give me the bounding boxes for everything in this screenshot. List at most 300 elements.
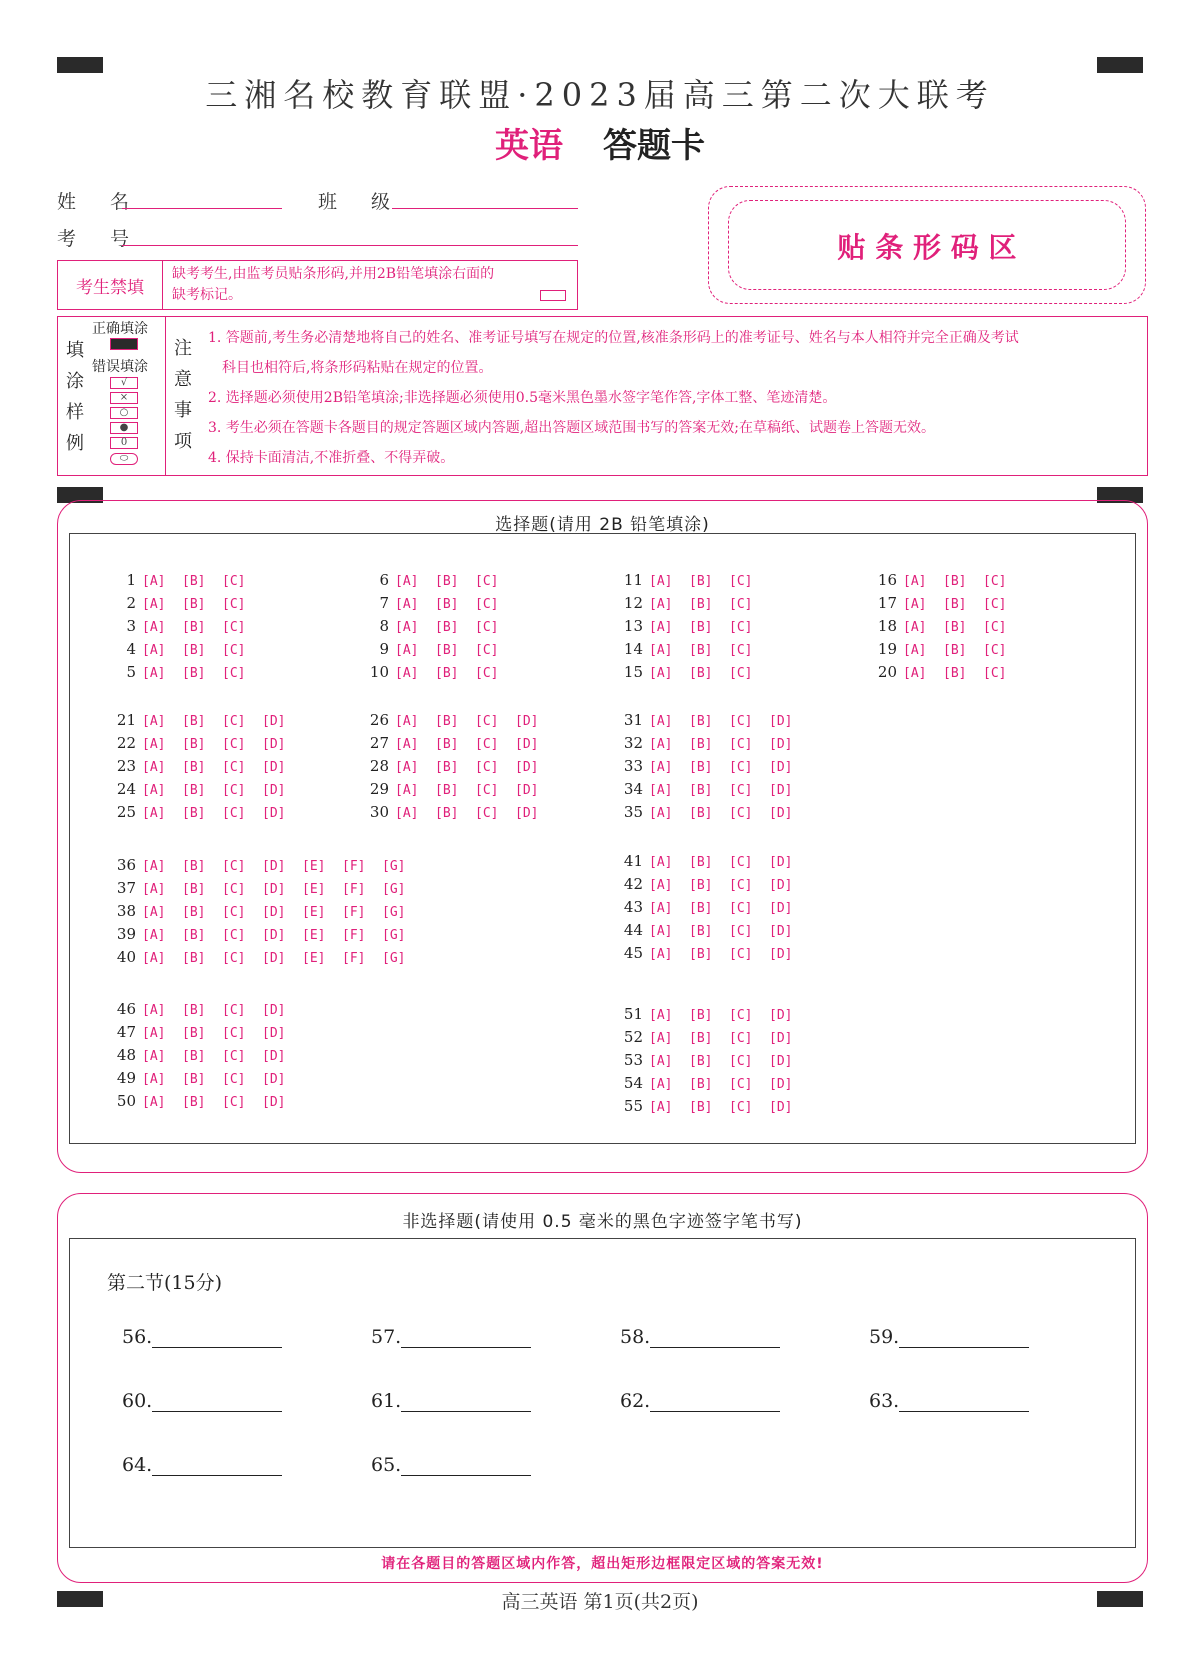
answer-bubble[interactable]: [B] <box>943 597 967 612</box>
answer-bubble[interactable]: [D] <box>769 1100 793 1115</box>
answer-bubble[interactable]: [A] <box>649 1100 673 1115</box>
answer-bubble[interactable]: [A] <box>142 783 166 798</box>
answer-bubble[interactable]: [B] <box>182 620 206 635</box>
answer-bubble[interactable]: [A] <box>649 806 673 821</box>
answer-bubble[interactable]: [B] <box>689 806 713 821</box>
answer-bubble[interactable]: [A] <box>395 737 419 752</box>
answer-bubble[interactable]: [D] <box>769 737 793 752</box>
name-field[interactable] <box>122 208 282 209</box>
answer-bubble[interactable]: [A] <box>395 620 419 635</box>
answer-bubble[interactable]: [D] <box>769 1008 793 1023</box>
answer-bubble[interactable]: [B] <box>689 878 713 893</box>
answer-bubble[interactable]: [A] <box>142 1095 166 1110</box>
answer-bubble[interactable]: [B] <box>689 714 713 729</box>
answer-bubble[interactable]: [C] <box>983 620 1007 635</box>
answer-bubble[interactable]: [D] <box>515 714 539 729</box>
non-choice-section <box>57 1193 1148 1583</box>
answer-bubble[interactable]: [C] <box>729 947 753 962</box>
answer-bubble[interactable]: [A] <box>142 597 166 612</box>
blank-line[interactable] <box>650 1394 780 1412</box>
answer-bubble[interactable]: [C] <box>729 666 753 681</box>
absent-mark-checkbox[interactable] <box>540 290 566 301</box>
blank-line[interactable] <box>401 1330 531 1348</box>
answer-blank[interactable] <box>371 1454 531 1476</box>
answer-bubble[interactable]: [C] <box>983 597 1007 612</box>
answer-bubble[interactable]: [A] <box>395 714 419 729</box>
blank-line[interactable] <box>899 1394 1029 1412</box>
question-row <box>617 780 809 802</box>
question-row <box>110 640 262 662</box>
answer-bubble[interactable]: [A] <box>649 737 673 752</box>
answer-bubble[interactable]: [B] <box>435 620 459 635</box>
answer-bubble[interactable]: [B] <box>689 737 713 752</box>
answer-bubble[interactable]: [B] <box>182 1026 206 1041</box>
answer-bubble[interactable]: [C] <box>222 928 246 943</box>
question-number: 44 <box>623 921 643 939</box>
question-row <box>617 594 769 616</box>
notice-item: 1. 答题前,考生务必清楚地将自己的姓名、准考证号填写在规定的位置,核准条形码上的准考证号、姓名与本人相符并完全正确及考试 <box>208 330 1019 346</box>
blank-line[interactable] <box>401 1394 531 1412</box>
answer-bubble[interactable]: [D] <box>262 905 286 920</box>
answer-bubble[interactable]: [D] <box>515 806 539 821</box>
notice-char: 事 <box>174 400 192 421</box>
answer-bubble[interactable]: [B] <box>689 901 713 916</box>
answer-bubble[interactable]: [G] <box>382 859 406 874</box>
answer-bubble[interactable]: [F] <box>342 928 366 943</box>
wrong-fill-check-icon: √ <box>110 377 138 389</box>
question-row <box>110 757 302 779</box>
answer-bubble[interactable]: [C] <box>729 878 753 893</box>
answer-blank[interactable] <box>620 1390 780 1412</box>
answer-bubble[interactable]: [B] <box>435 714 459 729</box>
answer-bubble[interactable]: [D] <box>515 783 539 798</box>
answer-bubble[interactable]: [B] <box>689 783 713 798</box>
answer-bubble[interactable]: [C] <box>729 783 753 798</box>
answer-bubble[interactable]: [D] <box>515 760 539 775</box>
answer-bubble[interactable]: [C] <box>222 597 246 612</box>
answer-bubble[interactable]: [E] <box>302 928 326 943</box>
answer-bubble[interactable]: [B] <box>435 643 459 658</box>
answer-bubble[interactable]: [D] <box>262 882 286 897</box>
answer-bubble[interactable]: [A] <box>142 1049 166 1064</box>
answer-bubble[interactable]: [C] <box>729 1100 753 1115</box>
question-number: 49 <box>116 1069 136 1087</box>
blank-number: 59. <box>869 1326 900 1348</box>
answer-bubble[interactable]: [A] <box>142 928 166 943</box>
answer-bubble[interactable]: [B] <box>689 924 713 939</box>
question-number: 7 <box>379 594 389 612</box>
answer-bubble[interactable]: [D] <box>262 859 286 874</box>
answer-blank[interactable] <box>869 1326 1029 1348</box>
answer-blank[interactable] <box>371 1390 531 1412</box>
answer-bubble[interactable]: [B] <box>182 643 206 658</box>
answer-bubble[interactable]: [B] <box>435 574 459 589</box>
answer-bubble[interactable]: [B] <box>943 574 967 589</box>
answer-bubble[interactable]: [A] <box>649 783 673 798</box>
answer-bubble[interactable]: [C] <box>729 1008 753 1023</box>
answer-bubble[interactable]: [D] <box>262 951 286 966</box>
answer-bubble[interactable]: [C] <box>983 574 1007 589</box>
answer-bubble[interactable]: [A] <box>142 620 166 635</box>
question-number: 28 <box>369 757 389 775</box>
answer-bubble[interactable]: [B] <box>182 1049 206 1064</box>
answer-bubble[interactable]: [B] <box>182 760 206 775</box>
answer-bubble[interactable]: [C] <box>729 924 753 939</box>
answer-bubble[interactable]: [B] <box>435 737 459 752</box>
answer-bubble[interactable]: [A] <box>649 714 673 729</box>
answer-bubble[interactable]: [B] <box>689 620 713 635</box>
answer-bubble[interactable]: [B] <box>689 1100 713 1115</box>
answer-bubble[interactable]: [B] <box>689 574 713 589</box>
answer-bubble[interactable]: [B] <box>182 882 206 897</box>
answer-bubble[interactable]: [C] <box>729 597 753 612</box>
answer-bubble[interactable]: [D] <box>262 1095 286 1110</box>
answer-bubble[interactable]: [C] <box>729 714 753 729</box>
answer-bubble[interactable]: [D] <box>769 1054 793 1069</box>
answer-bubble[interactable]: [B] <box>435 597 459 612</box>
answer-bubble[interactable]: [B] <box>182 806 206 821</box>
answer-bubble[interactable]: [B] <box>435 783 459 798</box>
answer-bubble[interactable]: [B] <box>182 574 206 589</box>
answer-bubble[interactable]: [G] <box>382 951 406 966</box>
answer-bubble[interactable]: [C] <box>222 620 246 635</box>
answer-bubble[interactable]: [E] <box>302 859 326 874</box>
answer-bubble[interactable]: [B] <box>182 859 206 874</box>
answer-bubble[interactable]: [C] <box>222 1003 246 1018</box>
answer-bubble[interactable]: [F] <box>342 951 366 966</box>
answer-bubble[interactable]: [B] <box>435 760 459 775</box>
answer-bubble[interactable]: [B] <box>689 1008 713 1023</box>
name-label: 姓 名 <box>57 191 144 213</box>
answer-bubble[interactable]: [C] <box>222 1072 246 1087</box>
answer-bubble[interactable]: [D] <box>262 1003 286 1018</box>
blank-line[interactable] <box>650 1330 780 1348</box>
answer-bubble[interactable]: [C] <box>222 882 246 897</box>
answer-bubble[interactable]: [C] <box>222 859 246 874</box>
answer-bubble[interactable]: [C] <box>222 666 246 681</box>
answer-bubble[interactable]: [C] <box>729 1077 753 1092</box>
question-number: 34 <box>623 780 643 798</box>
answer-bubble[interactable]: [D] <box>769 714 793 729</box>
answer-bubble[interactable]: [C] <box>222 1026 246 1041</box>
answer-bubble[interactable]: [F] <box>342 859 366 874</box>
answer-bubble[interactable]: [B] <box>182 783 206 798</box>
answer-bubble[interactable]: [A] <box>142 760 166 775</box>
answer-bubble[interactable]: [A] <box>649 878 673 893</box>
answer-bubble[interactable]: [B] <box>689 947 713 962</box>
answer-bubble[interactable]: [A] <box>142 574 166 589</box>
answer-bubble[interactable]: [C] <box>475 714 499 729</box>
answer-bubble[interactable]: [C] <box>222 643 246 658</box>
answer-bubble[interactable]: [A] <box>142 666 166 681</box>
answer-bubble[interactable]: [C] <box>475 783 499 798</box>
answer-bubble[interactable]: [A] <box>649 1031 673 1046</box>
answer-bubble[interactable]: [C] <box>475 737 499 752</box>
answer-bubble[interactable]: [D] <box>769 1031 793 1046</box>
answer-bubble[interactable]: [C] <box>983 666 1007 681</box>
answer-bubble[interactable]: [A] <box>903 620 927 635</box>
blank-line[interactable] <box>401 1458 531 1476</box>
answer-bubble[interactable]: [C] <box>222 806 246 821</box>
question-row <box>617 1005 809 1027</box>
answer-blank[interactable] <box>122 1454 282 1476</box>
answer-bubble[interactable]: [B] <box>943 666 967 681</box>
answer-bubble[interactable]: [A] <box>395 597 419 612</box>
answer-bubble[interactable]: [C] <box>222 783 246 798</box>
question-row <box>110 856 422 878</box>
answer-bubble[interactable]: [A] <box>142 1072 166 1087</box>
answer-bubble[interactable]: [B] <box>182 597 206 612</box>
question-row <box>110 571 262 593</box>
answer-bubble[interactable]: [D] <box>769 924 793 939</box>
question-row <box>110 948 422 970</box>
question-number: 25 <box>116 803 136 821</box>
answer-bubble[interactable]: [G] <box>382 928 406 943</box>
answer-bubble[interactable]: [C] <box>729 1054 753 1069</box>
fill-sample-char: 例 <box>66 433 84 454</box>
answer-bubble[interactable]: [A] <box>903 643 927 658</box>
blank-line[interactable] <box>899 1330 1029 1348</box>
blank-line[interactable] <box>152 1394 282 1412</box>
answer-bubble[interactable]: [F] <box>342 905 366 920</box>
exam-title: 三湘名校教育联盟·2023届高三第二次大联考 <box>205 76 995 114</box>
absent-label: 考生禁填 <box>76 278 144 298</box>
answer-bubble[interactable]: [D] <box>769 901 793 916</box>
answer-bubble[interactable]: [A] <box>142 951 166 966</box>
answer-bubble[interactable]: [D] <box>515 737 539 752</box>
answer-bubble[interactable]: [B] <box>182 714 206 729</box>
answer-bubble[interactable]: [D] <box>262 1072 286 1087</box>
blank-line[interactable] <box>152 1330 282 1348</box>
answer-bubble[interactable]: [C] <box>475 643 499 658</box>
question-row <box>110 734 302 756</box>
answer-bubble[interactable]: [B] <box>689 855 713 870</box>
fill-sample-char: 填 <box>66 340 84 361</box>
blank-number: 57. <box>371 1326 402 1348</box>
answer-bubble[interactable]: [B] <box>182 928 206 943</box>
question-row <box>363 711 555 733</box>
class-field[interactable] <box>392 208 578 209</box>
answer-bubble[interactable]: [B] <box>689 666 713 681</box>
answer-bubble[interactable]: [B] <box>182 666 206 681</box>
answer-bubble[interactable]: [C] <box>729 574 753 589</box>
question-row <box>617 1097 809 1119</box>
answer-bubble[interactable]: [E] <box>302 951 326 966</box>
question-number: 24 <box>116 780 136 798</box>
answer-bubble[interactable]: [C] <box>729 760 753 775</box>
answer-bubble[interactable]: [C] <box>729 643 753 658</box>
answer-bubble[interactable]: [A] <box>649 924 673 939</box>
answer-bubble[interactable]: [D] <box>262 1026 286 1041</box>
answer-bubble[interactable]: [A] <box>903 666 927 681</box>
answer-bubble[interactable]: [A] <box>142 859 166 874</box>
answer-bubble[interactable]: [A] <box>649 760 673 775</box>
question-number: 22 <box>116 734 136 752</box>
answer-bubble[interactable]: [D] <box>262 783 286 798</box>
answer-bubble[interactable]: [A] <box>649 947 673 962</box>
answer-bubble[interactable]: [C] <box>222 760 246 775</box>
question-number: 43 <box>623 898 643 916</box>
answer-bubble[interactable]: [C] <box>983 643 1007 658</box>
question-row <box>110 902 422 924</box>
answer-bubble[interactable]: [C] <box>222 905 246 920</box>
answer-blank[interactable] <box>869 1390 1029 1412</box>
answer-bubble[interactable]: [A] <box>649 1008 673 1023</box>
answer-blank[interactable] <box>620 1326 780 1348</box>
question-number: 1 <box>126 571 136 589</box>
answer-blank[interactable] <box>122 1326 282 1348</box>
notice-item: 4. 保持卡面清洁,不准折叠、不得弄破。 <box>208 450 455 466</box>
answer-bubble[interactable]: [A] <box>649 1054 673 1069</box>
answer-bubble[interactable]: [A] <box>142 714 166 729</box>
answer-bubble[interactable]: [A] <box>649 666 673 681</box>
question-number: 42 <box>623 875 643 893</box>
blank-line[interactable] <box>152 1458 282 1476</box>
answer-bubble[interactable]: [A] <box>395 574 419 589</box>
answer-blank[interactable] <box>122 1390 282 1412</box>
question-number: 40 <box>116 948 136 966</box>
exam-number-field[interactable] <box>122 245 578 246</box>
answer-bubble[interactable]: [B] <box>689 1054 713 1069</box>
fill-sample-char: 样 <box>66 402 84 423</box>
answer-bubble[interactable]: [B] <box>689 760 713 775</box>
answer-bubble[interactable]: [A] <box>649 597 673 612</box>
answer-bubble[interactable]: [A] <box>903 574 927 589</box>
answer-bubble[interactable]: [E] <box>302 882 326 897</box>
answer-bubble[interactable]: [C] <box>729 806 753 821</box>
answer-bubble[interactable]: [C] <box>729 901 753 916</box>
question-number: 17 <box>877 594 897 612</box>
answer-bubble[interactable]: [B] <box>689 597 713 612</box>
answer-bubble[interactable]: [B] <box>182 951 206 966</box>
answer-bubble[interactable]: [D] <box>262 714 286 729</box>
answer-bubble[interactable]: [C] <box>475 620 499 635</box>
answer-bubble[interactable]: [D] <box>769 760 793 775</box>
answer-bubble[interactable]: [C] <box>729 855 753 870</box>
answer-bubble[interactable]: [D] <box>769 806 793 821</box>
answer-bubble[interactable]: [A] <box>142 905 166 920</box>
question-number: 9 <box>379 640 389 658</box>
answer-bubble[interactable]: [C] <box>222 737 246 752</box>
answer-bubble[interactable]: [D] <box>262 737 286 752</box>
answer-bubble[interactable]: [B] <box>182 1072 206 1087</box>
answer-bubble[interactable]: [C] <box>475 574 499 589</box>
answer-bubble[interactable]: [C] <box>222 1049 246 1064</box>
fill-sample-divider <box>165 316 166 476</box>
answer-bubble[interactable]: [B] <box>435 666 459 681</box>
answer-bubble[interactable]: [A] <box>649 620 673 635</box>
answer-bubble[interactable]: [B] <box>435 806 459 821</box>
answer-bubble[interactable]: [C] <box>475 806 499 821</box>
answer-bubble[interactable]: [B] <box>182 1095 206 1110</box>
answer-bubble[interactable]: [F] <box>342 882 366 897</box>
answer-bubble[interactable]: [B] <box>689 643 713 658</box>
answer-bubble[interactable]: [B] <box>943 643 967 658</box>
page-footer: 高三英语 第1页(共2页) <box>501 1591 699 1613</box>
answer-bubble[interactable]: [A] <box>395 806 419 821</box>
answer-bubble[interactable]: [C] <box>222 714 246 729</box>
answer-bubble[interactable]: [B] <box>182 1003 206 1018</box>
question-row <box>110 780 302 802</box>
answer-bubble[interactable]: [D] <box>262 760 286 775</box>
question-number: 37 <box>116 879 136 897</box>
answer-bubble[interactable]: [C] <box>475 597 499 612</box>
question-row <box>110 879 422 901</box>
question-row <box>110 1046 302 1068</box>
answer-blank[interactable] <box>371 1326 531 1348</box>
answer-bubble[interactable]: [C] <box>475 666 499 681</box>
answer-bubble[interactable]: [C] <box>729 1031 753 1046</box>
question-row <box>363 571 515 593</box>
answer-bubble[interactable]: [A] <box>142 882 166 897</box>
answer-bubble[interactable]: [A] <box>649 1077 673 1092</box>
wrong-fill-label: 错误填涂 <box>92 359 148 375</box>
notice-item: 2. 选择题必须使用2B铅笔填涂;非选择题必须使用0.5毫米黑色墨水签字笔作答,字体工整、笔迹清楚。 <box>208 390 837 406</box>
question-row <box>363 734 555 756</box>
answer-bubble[interactable]: [A] <box>395 666 419 681</box>
non-choice-section-title: 非选择题(请使用 0.5 毫米的黑色字迹签字笔书写) <box>402 1212 803 1232</box>
blank-number: 64. <box>122 1454 153 1476</box>
answer-bubble[interactable]: [A] <box>649 901 673 916</box>
answer-bubble[interactable]: [D] <box>769 878 793 893</box>
answer-bubble[interactable]: [A] <box>395 760 419 775</box>
answer-bubble[interactable]: [A] <box>142 643 166 658</box>
answer-bubble[interactable]: [A] <box>142 1003 166 1018</box>
answer-bubble[interactable]: [C] <box>222 1095 246 1110</box>
answer-bubble[interactable]: [A] <box>903 597 927 612</box>
answer-bubble[interactable]: [D] <box>769 783 793 798</box>
question-row <box>617 898 809 920</box>
answer-bubble[interactable]: [B] <box>182 737 206 752</box>
answer-bubble[interactable]: [A] <box>649 855 673 870</box>
answer-bubble[interactable]: [D] <box>769 855 793 870</box>
question-number: 23 <box>116 757 136 775</box>
answer-bubble[interactable]: [C] <box>729 620 753 635</box>
answer-bubble[interactable]: [A] <box>649 574 673 589</box>
answer-bubble[interactable]: [A] <box>142 1026 166 1041</box>
answer-bubble[interactable]: [B] <box>689 1077 713 1092</box>
question-number: 48 <box>116 1046 136 1064</box>
question-row <box>363 780 555 802</box>
answer-bubble[interactable]: [G] <box>382 905 406 920</box>
question-number: 50 <box>116 1092 136 1110</box>
answer-bubble[interactable]: [A] <box>142 806 166 821</box>
answer-bubble[interactable]: [C] <box>729 737 753 752</box>
answer-bubble[interactable]: [C] <box>222 574 246 589</box>
answer-bubble[interactable]: [B] <box>943 620 967 635</box>
answer-bubble[interactable]: [G] <box>382 882 406 897</box>
answer-bubble[interactable]: [C] <box>475 760 499 775</box>
answer-bubble[interactable]: [C] <box>222 951 246 966</box>
answer-bubble[interactable]: [E] <box>302 905 326 920</box>
answer-bubble[interactable]: [A] <box>649 643 673 658</box>
fill-sample-char: 涂 <box>66 371 84 392</box>
answer-bubble[interactable]: [A] <box>395 643 419 658</box>
answer-bubble[interactable]: [A] <box>395 783 419 798</box>
correct-fill-sample <box>110 338 138 350</box>
answer-bubble[interactable]: [D] <box>769 1077 793 1092</box>
question-row <box>363 803 555 825</box>
answer-bubble[interactable]: [A] <box>142 737 166 752</box>
answer-bubble[interactable]: [D] <box>262 928 286 943</box>
notice-item: 3. 考生必须在答题卡各题目的规定答题区域内答题,超出答题区域范围书写的答案无效;在草稿纸、试题卷上答题无效。 <box>208 420 935 436</box>
answer-bubble[interactable]: [D] <box>262 806 286 821</box>
answer-bubble[interactable]: [D] <box>769 947 793 962</box>
notice-char: 注 <box>174 338 192 359</box>
answer-bubble[interactable]: [B] <box>182 905 206 920</box>
answer-bubble[interactable]: [B] <box>689 1031 713 1046</box>
answer-bubble[interactable]: [D] <box>262 1049 286 1064</box>
